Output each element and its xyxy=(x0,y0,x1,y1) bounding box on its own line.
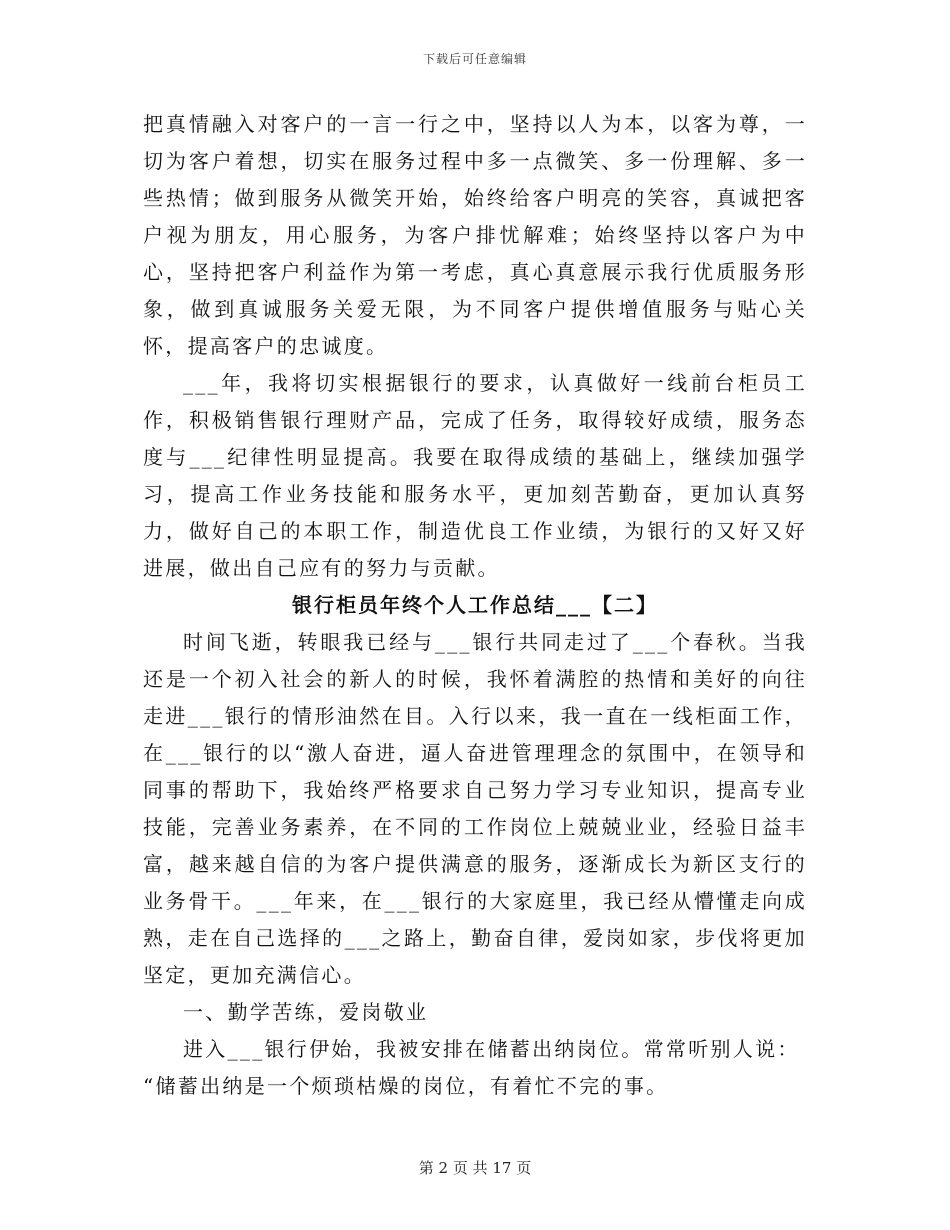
page-header: 下载后可任意编辑 xyxy=(422,52,527,66)
subheading: 一、勤学苦练，爱岗敬业 xyxy=(183,1000,429,1024)
paragraph-1: 把真情融入对客户的一言一行之中，坚持以人为本，以客为尊，一切为客户着想，切实在服务过程中多一点微笑、多一份理解、多一些热情；做到服务从微笑开始，始终给客户明亮的笑容，真诚把客户视为朋友，用心服务，为客户排忧解难；始终坚持以客户为中心，坚持把客户利益作为第一考虑，真心真意展示我行优质服务形象，做到真诚服务关爱无限，为不同客户提供增值服务与贴心关怀，提高客户的忠诚度。 xyxy=(143,112,807,358)
document-body xyxy=(143,106,807,1105)
paragraph-5: “储蓄出纳是一个烦琐枯燥的岗位，有着忙不完的事。 xyxy=(143,1074,669,1098)
paragraph-4: 进入___银行伊始，我被安排在储蓄出纳岗位。常常听别人说： xyxy=(183,1037,800,1061)
paragraph-3: 时间飞逝，转眼我已经与___银行共同走过了___个春秋。当我还是一个初入社会的新人的时候，我怀着满腔的热情和美好的向往走进___银行的情形油然在目。入行以来，我一直在一线柜面工作，在___银行的以“激人奋进，逼人奋进管理理念的氛围中，在领导和同事的帮助下，我始终严格要求自己努力学习专业知识，提高专业技能，完善业务素养，在不同的工作岗位上兢兢业业，经验日益丰富，越来越自信的为客户提供满意的服务，逐渐成长为新区支行的业务骨干。___年来，在___银行的大家庭里，我已经从懵懂走向成熟，走在自己选择的___之路上，勤奋自律，爱岗如家，步伐将更加坚定，更加充满信心。 xyxy=(143,630,807,987)
paragraph-2: ___年，我将切实根据银行的要求，认真做好一线前台柜员工作，积极销售银行理财产品，完成了任务，取得较好成绩，服务态度与___纪律性明显提高。我要在取得成绩的基础上，继续加强学习，提高工作业务技能和服务水平，更加刻苦勤奋，更加认真努力，做好自己的本职工作，制造优良工作业绩，为银行的又好又好进展，做出自己应有的努力与贡献。 xyxy=(143,371,807,580)
section-title: 银行柜员年终个人工作总结___【二】 xyxy=(292,593,658,617)
page-number: 第 2 页 共 17 页 xyxy=(418,1159,532,1177)
